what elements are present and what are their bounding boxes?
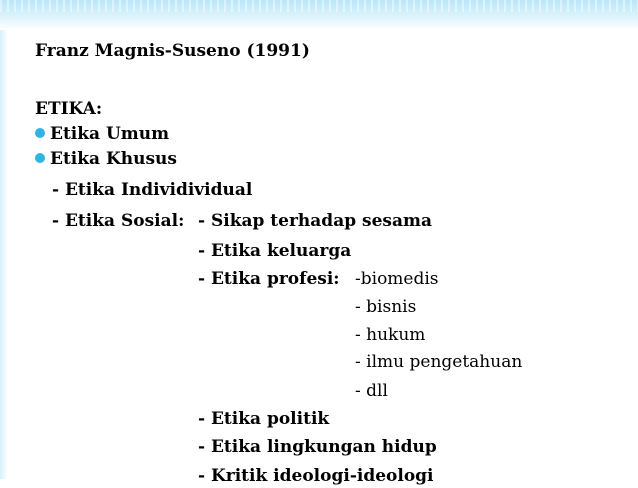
sub-kritik: - Kritik ideologi-ideologi <box>198 466 434 486</box>
bullet-icon <box>35 153 45 163</box>
profesi-item: -biomedis <box>355 269 439 289</box>
profesi-item: - ilmu pengetahuan <box>355 352 523 372</box>
bullet-icon <box>35 128 45 138</box>
author-line: Franz Magnis-Suseno (1991) <box>35 41 310 61</box>
bullet-item <box>35 123 169 146</box>
sub-profesi: - Etika profesi: <box>198 269 340 289</box>
slide-left-border <box>0 30 8 479</box>
profesi-item: - hukum <box>355 325 426 345</box>
sub-sikap: - Sikap terhadap sesama <box>198 211 432 231</box>
profesi-item: - bisnis <box>355 297 417 317</box>
slide-top-band <box>0 0 638 30</box>
sub-individual: - Etika Individividual <box>52 180 253 200</box>
bullet-item <box>35 148 177 171</box>
sub-sosial: - Etika Sosial: <box>52 211 185 231</box>
sub-keluarga: - Etika keluarga <box>198 241 352 261</box>
heading: ETIKA: <box>35 99 103 119</box>
sub-politik: - Etika politik <box>198 409 330 429</box>
profesi-item: - dll <box>355 381 388 401</box>
bullet-label: Etika Umum <box>50 124 170 144</box>
bullet-label: Etika Khusus <box>50 149 177 169</box>
sub-lingkungan: - Etika lingkungan hidup <box>198 437 437 457</box>
